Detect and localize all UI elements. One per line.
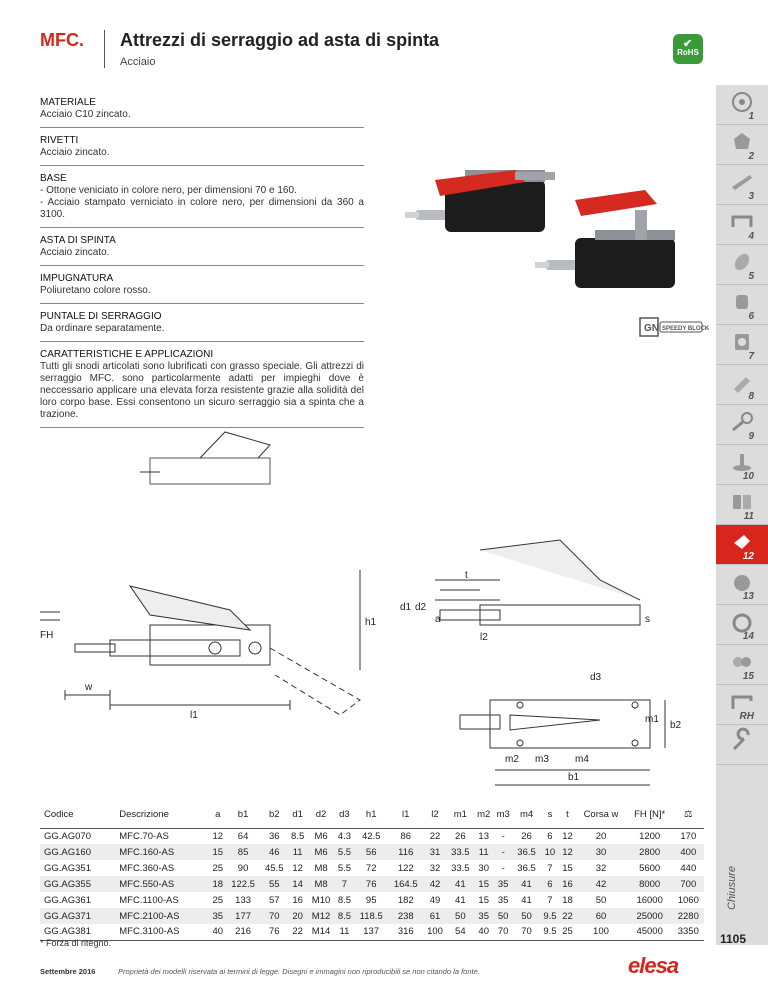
table-row [40, 860, 704, 876]
col-header: FH [N]* [627, 802, 673, 828]
spec-heading: CARATTERISTICHE E APPLICAZIONI [40, 349, 214, 360]
footer-rights: Proprietà dei modelli riservata ai termini di legge. Disegni e immagini non riproducibili se non citando la fonte. [118, 967, 480, 976]
table-cell: 177 [226, 908, 261, 924]
table-cell: 7 [335, 876, 355, 892]
table-cell: 400 [673, 844, 704, 860]
table-row [40, 924, 704, 940]
table-cell: 85 [226, 844, 261, 860]
table-cell: 15 [562, 862, 573, 874]
sidebar-item-1[interactable]: 1 [716, 85, 768, 125]
spec-base [40, 170, 364, 228]
table-cell: 31 [423, 844, 446, 860]
col-header: Descrizione [115, 802, 210, 828]
sidebar-item-7[interactable]: 7 [716, 325, 768, 365]
table-cell: MFC.160-AS [115, 844, 210, 860]
table-cell: M6 [307, 844, 334, 860]
table-cell: - [493, 844, 512, 860]
dim-d1: d1 [400, 602, 412, 613]
connector-icon [730, 651, 754, 673]
col-header: l1 [388, 802, 423, 828]
table-cell: 116 [388, 844, 423, 860]
table-cell: 18 [562, 894, 573, 906]
table-row [40, 828, 704, 844]
latch-icon [730, 531, 754, 553]
table-cell: 25000 [627, 908, 673, 924]
spec-list [40, 94, 364, 432]
table-cell: 41 [455, 894, 466, 906]
table-cell: 316 [388, 924, 423, 940]
table-cell: - [501, 830, 505, 842]
bracket-icon [730, 691, 754, 713]
rohs-badge [673, 34, 703, 64]
table-cell: 50 [493, 908, 512, 924]
table-cell: 16000 [636, 894, 663, 906]
table-row [40, 892, 704, 908]
spec-heading: BASE [40, 173, 67, 184]
table-cell: 440 [680, 862, 697, 874]
spec-rivets [40, 132, 364, 166]
spec-text: Poliuretano colore rosso. [40, 285, 151, 296]
table-cell: M8 [307, 876, 334, 892]
table-cell: 22 [288, 924, 308, 940]
table-cell: 7 [547, 862, 553, 874]
table-row [40, 876, 704, 892]
table-cell: 15 [210, 844, 226, 860]
sidebar-item-8[interactable]: 8 [716, 365, 768, 405]
col-header: m1 [447, 802, 474, 828]
table-cell: MFC.1100-AS [119, 894, 179, 906]
table-cell: 8.5 [291, 830, 305, 842]
sidebar-item-13[interactable]: 13 [716, 565, 768, 605]
table-cell: 100 [575, 924, 626, 940]
table-cell: 70 [261, 908, 288, 924]
table-cell: 40 [474, 924, 493, 940]
table-cell: GG.AG361 [44, 894, 91, 906]
table-cell: - [501, 862, 505, 874]
dim-a: a [435, 614, 441, 625]
table-cell: 216 [226, 924, 261, 940]
caster-icon [730, 571, 754, 593]
dim-d3: d3 [590, 672, 602, 683]
table-cell: GG.AG355 [40, 876, 115, 892]
product-photo [395, 160, 685, 320]
table-cell: 49 [429, 894, 441, 906]
dim-d2: d2 [415, 602, 427, 613]
sidebar-item-11[interactable]: 11 [716, 485, 768, 525]
col-header: h1 [354, 802, 388, 828]
table-cell: GG.AG381 [40, 924, 115, 940]
table-cell: 12 [292, 862, 303, 874]
table-cell: 35 [497, 894, 509, 906]
page-number: 1105 [720, 932, 747, 946]
table-cell: 8000 [627, 876, 673, 892]
spec-heading: ASTA DI SPINTA [40, 235, 116, 246]
table-cell: 2800 [627, 844, 673, 860]
table-cell: 100 [423, 924, 446, 940]
col-header: t [560, 802, 576, 828]
table-cell: 35 [210, 908, 226, 924]
hinge-icon [730, 491, 754, 513]
rod-end-icon [730, 411, 754, 433]
dim-m4: m4 [575, 754, 589, 765]
page-title: Attrezzi di serraggio ad asta di spinta [120, 30, 440, 50]
table-cell: 32 [429, 862, 441, 874]
table-cell: 26 [521, 830, 532, 842]
table-cell: 122 [397, 862, 414, 874]
table-cell: M6 [314, 830, 328, 842]
table-cell: 5.5 [337, 862, 352, 874]
table-cell: 7 [547, 894, 553, 906]
check-icon: ✔ [683, 38, 693, 50]
weight-icon: ⚖ [673, 802, 704, 828]
sidebar-item-15[interactable]: 15 [716, 645, 768, 685]
table-cell: 12 [212, 830, 224, 842]
table-cell: 42 [423, 876, 446, 892]
sidebar-item-3[interactable]: 3 [716, 165, 768, 205]
table-cell: 40 [210, 924, 226, 940]
table-cell: GG.AG351 [44, 862, 91, 874]
table-cell: 16 [560, 876, 576, 892]
table-cell: 2280 [673, 908, 704, 924]
table-cell: 122.5 [226, 876, 261, 892]
spec-text: Acciaio C10 zincato. [40, 109, 131, 120]
table-cell: 36.5 [513, 844, 540, 860]
table-cell: 1200 [639, 830, 661, 842]
technical-drawing [40, 400, 710, 790]
table-cell: 12 [560, 844, 576, 860]
table-body [40, 828, 704, 940]
table-cell: MFC.70-AS [119, 830, 169, 842]
footnote: * Forza di ritegno. [40, 938, 112, 948]
table-cell: 4.3 [337, 830, 352, 842]
table-cell: 20 [288, 908, 308, 924]
table-cell: 238 [388, 908, 423, 924]
sidebar-item-2[interactable]: 2 [716, 125, 768, 165]
table-cell: 118.5 [354, 908, 388, 924]
table-cell: 41 [513, 876, 540, 892]
table-cell: 56 [354, 844, 388, 860]
speedy-block-label: SPEEDY BLOCK [662, 326, 710, 332]
spec-tip [40, 308, 364, 342]
spec-material [40, 94, 364, 128]
svg-text:GN: GN [644, 323, 659, 334]
spec-text: Da ordinare separatamente. [40, 323, 165, 334]
dimensions-table [40, 802, 704, 941]
sidebar-item-5[interactable]: 5 [716, 245, 768, 285]
table-cell: GG.AG371 [40, 908, 115, 924]
table-cell: 95 [365, 894, 377, 906]
table-cell: 14 [288, 876, 308, 892]
col-header: l2 [423, 802, 446, 828]
plug-icon [730, 291, 754, 313]
table-cell: MFC.3100-AS [115, 924, 210, 940]
handle-icon [730, 211, 754, 233]
col-header: b1 [226, 802, 261, 828]
table-cell: 22 [560, 908, 576, 924]
table-cell: 50 [447, 908, 474, 924]
table-cell: M8 [314, 862, 328, 874]
dim-h1: h1 [365, 617, 377, 628]
elesa-logo: elesa [628, 953, 679, 978]
spec-push-rod [40, 232, 364, 266]
table-cell: 16 [292, 894, 303, 906]
table-cell: 25 [212, 894, 224, 906]
table-cell: 10 [540, 844, 560, 860]
table-cell: 182 [397, 894, 414, 906]
sidebar-item-14[interactable]: 14 [716, 605, 768, 645]
col-header: m3 [493, 802, 512, 828]
table-cell: 64 [237, 830, 249, 842]
table-cell: MFC.360-AS [119, 862, 175, 874]
table-cell: 32 [595, 862, 607, 874]
table-header-row [40, 802, 704, 828]
dim-l1: l1 [190, 710, 198, 721]
leveling-foot-icon [730, 451, 754, 473]
table-cell: 9.5 [540, 908, 560, 924]
table-cell: 42.5 [361, 830, 381, 842]
table-cell: 35 [493, 876, 512, 892]
col-header: d3 [335, 802, 355, 828]
screw-icon [730, 371, 754, 393]
table-cell: 61 [423, 908, 446, 924]
table-cell: 8.5 [337, 894, 352, 906]
speedy-block-badge [640, 316, 710, 338]
col-header: m4 [513, 802, 540, 828]
wheel-icon [730, 611, 754, 633]
col-header: b2 [261, 802, 288, 828]
table-row [40, 908, 704, 924]
table-cell: 76 [354, 876, 388, 892]
spec-heading: MATERIALE [40, 97, 96, 108]
table-cell: GG.AG070 [44, 830, 91, 842]
table-cell: 36 [268, 830, 280, 842]
table-cell: 50 [513, 908, 540, 924]
table-cell: MFC.550-AS [115, 876, 210, 892]
table-cell: 90 [237, 862, 249, 874]
sidebar-category-label: Chiusure [726, 865, 738, 910]
spec-text: Tutti gli snodi articolati sono lubrificati con grasso speciale. Gli attrezzi di serraggio MFC. sono particolarmente adatti per impieghi dove è neccessario applicare una elevata forza resistente grazie alla solidità del loro corpo base. Essi consentono un sicuro serraggio sia a spinta che a trazione. [40, 361, 364, 420]
spec-text: Acciaio zincato. [40, 147, 110, 158]
table-cell: 42 [575, 876, 626, 892]
table-cell: 13 [478, 830, 489, 842]
table-cell: 11 [288, 844, 308, 860]
table-cell: 54 [447, 924, 474, 940]
table-cell: 11 [474, 844, 493, 860]
lever-icon [730, 171, 754, 193]
sidebar-item-rh[interactable]: RH [716, 685, 768, 725]
table-cell: 12 [562, 830, 573, 842]
table-cell: 1060 [677, 894, 699, 906]
table-cell: 60 [575, 908, 626, 924]
table-cell: 45.5 [265, 862, 284, 874]
page-subtitle: Acciaio [120, 56, 156, 68]
table-cell: 26 [455, 830, 466, 842]
table-cell: 50 [595, 894, 607, 906]
category-sidebar [716, 85, 768, 945]
table-cell: 15 [478, 894, 489, 906]
spec-text: - Ottone veniciato in colore nero, per dimensioni 70 e 160. - Acciaio stampato verniciato in colore nero, per dimensioni da 360 a 3100. [40, 185, 364, 220]
dim-w: w [85, 682, 93, 693]
dim-m3: m3 [535, 754, 549, 765]
table-cell: 5600 [639, 862, 661, 874]
table-cell: GG.AG160 [40, 844, 115, 860]
indicator-icon [730, 331, 754, 353]
table-cell: 30 [575, 844, 626, 860]
spec-heading: IMPUGNATURA [40, 273, 114, 284]
table-cell: 36.5 [517, 862, 536, 874]
spec-heading: RIVETTI [40, 135, 79, 146]
dim-fh: FH [40, 630, 54, 641]
table-cell: 3350 [673, 924, 704, 940]
col-header: Corsa w [575, 802, 626, 828]
sidebar-item-6[interactable]: 6 [716, 285, 768, 325]
handwheel-icon [730, 91, 754, 113]
dim-l2: l2 [480, 632, 488, 643]
table-cell: 35 [474, 908, 493, 924]
sidebar-item-12[interactable]: 12 [716, 525, 768, 565]
header-divider [104, 30, 105, 68]
table-cell: 33.5 [451, 862, 470, 874]
dim-t: t [465, 570, 468, 581]
spec-text: Acciaio zincato. [40, 247, 110, 258]
spec-heading: PUNTALE DI SERRAGGIO [40, 311, 162, 322]
table-cell: 164.5 [388, 876, 423, 892]
col-header: m2 [474, 802, 493, 828]
table-cell: 72 [365, 862, 377, 874]
table-cell: 15 [474, 876, 493, 892]
col-header: a [210, 802, 226, 828]
dim-s: s [645, 614, 650, 625]
table-cell: 20 [595, 830, 607, 842]
sidebar-item-4[interactable]: 4 [716, 205, 768, 245]
table-cell: 11 [335, 924, 355, 940]
table-cell: 5.5 [335, 844, 355, 860]
table-cell: 30 [478, 862, 489, 874]
table-cell: 70 [493, 924, 512, 940]
table-cell: 170 [680, 830, 697, 842]
table-cell: 41 [521, 894, 532, 906]
table-cell: 22 [429, 830, 441, 842]
col-header: Codice [40, 802, 115, 828]
col-header: s [540, 802, 560, 828]
spec-handle [40, 270, 364, 304]
table-cell: 33.5 [447, 844, 474, 860]
table-cell: 70 [513, 924, 540, 940]
table-cell: 57 [268, 894, 280, 906]
table-cell: 76 [261, 924, 288, 940]
wrench-icon [730, 731, 754, 753]
table-cell: 9.5 [540, 924, 560, 940]
dim-m2: m2 [505, 754, 519, 765]
knob-icon [730, 131, 754, 153]
dim-b1: b1 [568, 772, 580, 783]
footer-date: Settembre 2016 [40, 967, 96, 976]
dim-m1: m1 [645, 714, 659, 725]
col-header: d2 [307, 802, 334, 828]
rohs-label: RoHS [677, 48, 699, 57]
table-cell: 18 [210, 876, 226, 892]
table-cell: 55 [261, 876, 288, 892]
table-cell: 41 [447, 876, 474, 892]
col-header: d1 [288, 802, 308, 828]
table-cell: M12 [307, 908, 334, 924]
grip-icon [730, 251, 754, 273]
table-cell: 45000 [627, 924, 673, 940]
dim-b2: b2 [670, 720, 682, 731]
table-cell: 25 [212, 862, 224, 874]
table-cell: 6 [547, 830, 553, 842]
sidebar-item-9[interactable]: 9 [716, 405, 768, 445]
table-cell: 700 [673, 876, 704, 892]
sidebar-item-tools[interactable] [716, 725, 768, 765]
table-cell: 8.5 [335, 908, 355, 924]
product-code: MFC. [40, 30, 84, 50]
table-cell: M10 [311, 894, 331, 906]
table-cell: 133 [235, 894, 252, 906]
table-cell: 46 [261, 844, 288, 860]
table-cell: M14 [307, 924, 334, 940]
table-cell: 25 [560, 924, 576, 940]
table-cell: 137 [354, 924, 388, 940]
table-cell: 86 [400, 830, 412, 842]
sidebar-item-10[interactable]: 10 [716, 445, 768, 485]
table-cell: MFC.2100-AS [115, 908, 210, 924]
table-cell: 6 [540, 876, 560, 892]
table-row [40, 844, 704, 860]
